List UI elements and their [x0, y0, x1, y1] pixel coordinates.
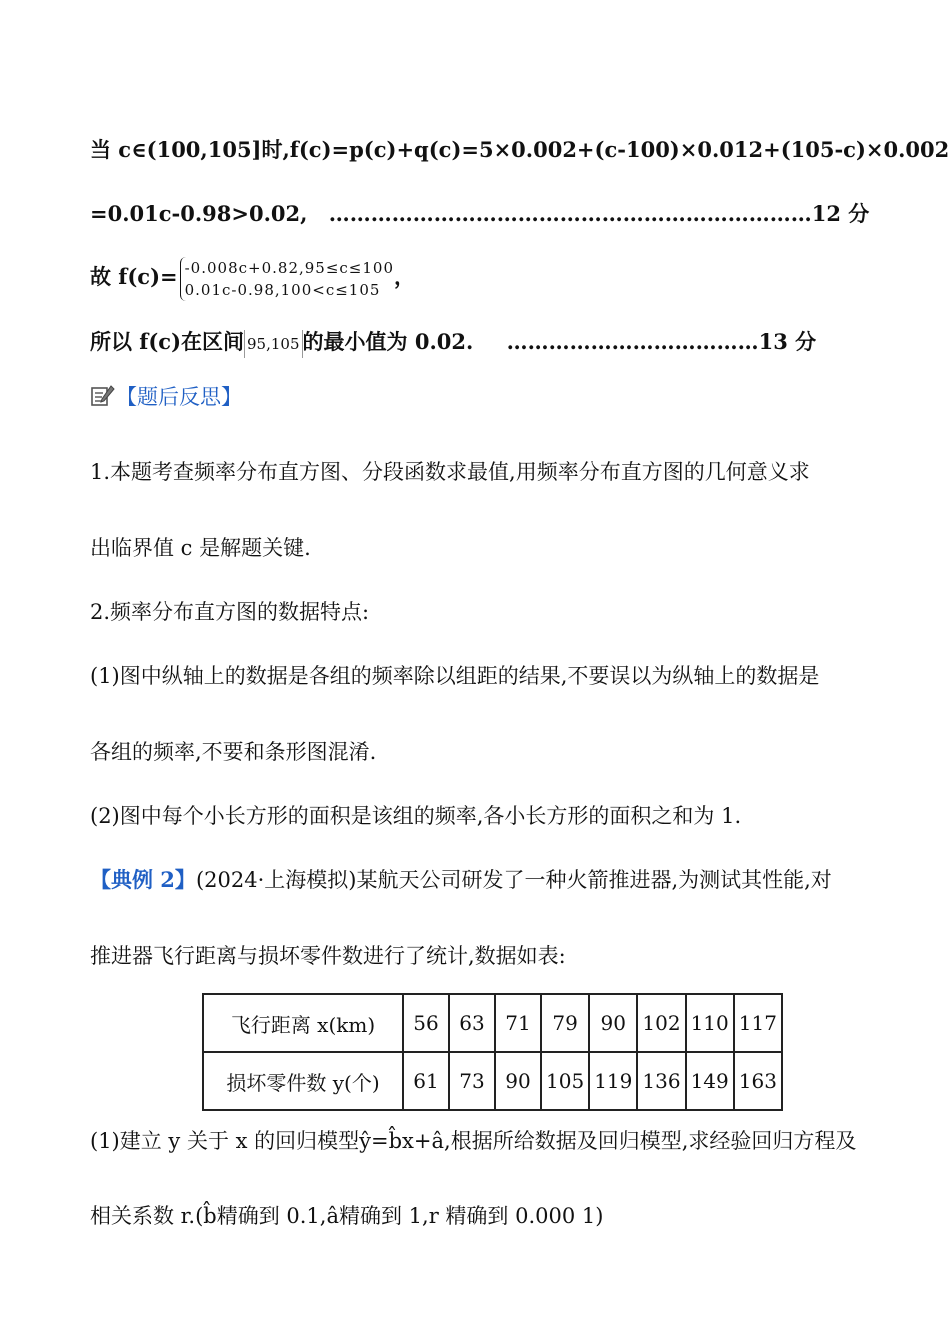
reflection-p2: 2.频率分布直方图的数据特点:	[90, 600, 370, 624]
table-cell: 163	[734, 1052, 782, 1110]
solution-line-4-suffix: 的最小值为 0.02.	[302, 329, 474, 354]
question-1-line2: 相关系数 r.(b̂精确到 0.1,â精确到 1,r 精确到 0.000 1)	[90, 1204, 604, 1228]
interval-bracket: 95,105	[244, 330, 303, 358]
table-cell: 71	[495, 994, 541, 1052]
table-cell: 110	[686, 994, 734, 1052]
table-cell: 119	[589, 1052, 637, 1110]
piecewise-case-2: 0.01c-0.98,100<c≤105	[184, 280, 381, 299]
table-cell: 149	[686, 1052, 734, 1110]
solution-line-4	[90, 328, 816, 358]
notepad-pencil-icon	[90, 383, 116, 409]
example-intro-line2: 推进器飞行距离与损坏零件数进行了统计,数据如表:	[90, 944, 566, 968]
piecewise-prefix: 故 f(c)=	[90, 264, 178, 289]
solution-line-4-score: ………………………………13 分	[506, 329, 817, 354]
table-cell: 63	[449, 994, 495, 1052]
reflection-p3-line2: 各组的频率,不要和条形图混淆.	[90, 740, 377, 764]
solution-line-2-text: =0.01c-0.98>0.02,	[90, 201, 308, 226]
table-row	[203, 994, 782, 1052]
table-cell: 102	[637, 994, 685, 1052]
solution-line-4-prefix: 所以 f(c)在区间	[90, 329, 245, 354]
table-cell: 90	[495, 1052, 541, 1110]
table-cell: 61	[403, 1052, 449, 1110]
table-header-damaged-parts: 损坏零件数 y(个)	[203, 1052, 403, 1110]
reflection-p4: (2)图中每个小长方形的面积是该组的频率,各小长方形的面积之和为 1.	[90, 804, 742, 828]
table-header-distance: 飞行距离 x(km)	[203, 994, 403, 1052]
example-label: 【典例 2】	[90, 867, 196, 892]
table-cell: 79	[541, 994, 589, 1052]
reflection-p1-line2: 出临界值 c 是解题关键.	[90, 536, 311, 560]
reflection-p1-line1: 1.本题考查频率分布直方图、分段函数求最值,用频率分布直方图的几何意义求	[90, 460, 810, 484]
table-cell: 105	[541, 1052, 589, 1110]
example-intro-line1	[90, 866, 832, 894]
reflection-p3-line1: (1)图中纵轴上的数据是各组的频率除以组距的结果,不要误以为纵轴上的数据是	[90, 664, 820, 688]
table-cell: 56	[403, 994, 449, 1052]
reflection-heading: 【题后反思】	[116, 385, 242, 409]
solution-line-1: 当 c∈(100,105]时,f(c)=p(c)+q(c)=5×0.002+(c-100)×0.012+(105-c)×0.002	[90, 137, 950, 162]
table-cell: 73	[449, 1052, 495, 1110]
table-cell: 117	[734, 994, 782, 1052]
piecewise-function	[180, 257, 394, 301]
solution-line-3	[90, 252, 415, 302]
table-cell: 90	[589, 994, 637, 1052]
solution-line-2-score: ……………………………………………………………12 分	[328, 201, 870, 226]
question-1-line1: (1)建立 y 关于 x 的回归模型ŷ=b̂x+â,根据所给数据及回归模型,求经验回归方程及	[90, 1129, 857, 1153]
table-row	[203, 1052, 782, 1110]
solution-line-2	[90, 200, 869, 228]
piecewise-suffix: ，	[394, 264, 416, 289]
data-table	[202, 993, 783, 1111]
example-intro-text: (2024·上海模拟)某航天公司研发了一种火箭推进器,为测试其性能,对	[195, 868, 832, 892]
table-cell: 136	[637, 1052, 685, 1110]
piecewise-case-1: -0.008c+0.82,95≤c≤100	[184, 258, 395, 277]
